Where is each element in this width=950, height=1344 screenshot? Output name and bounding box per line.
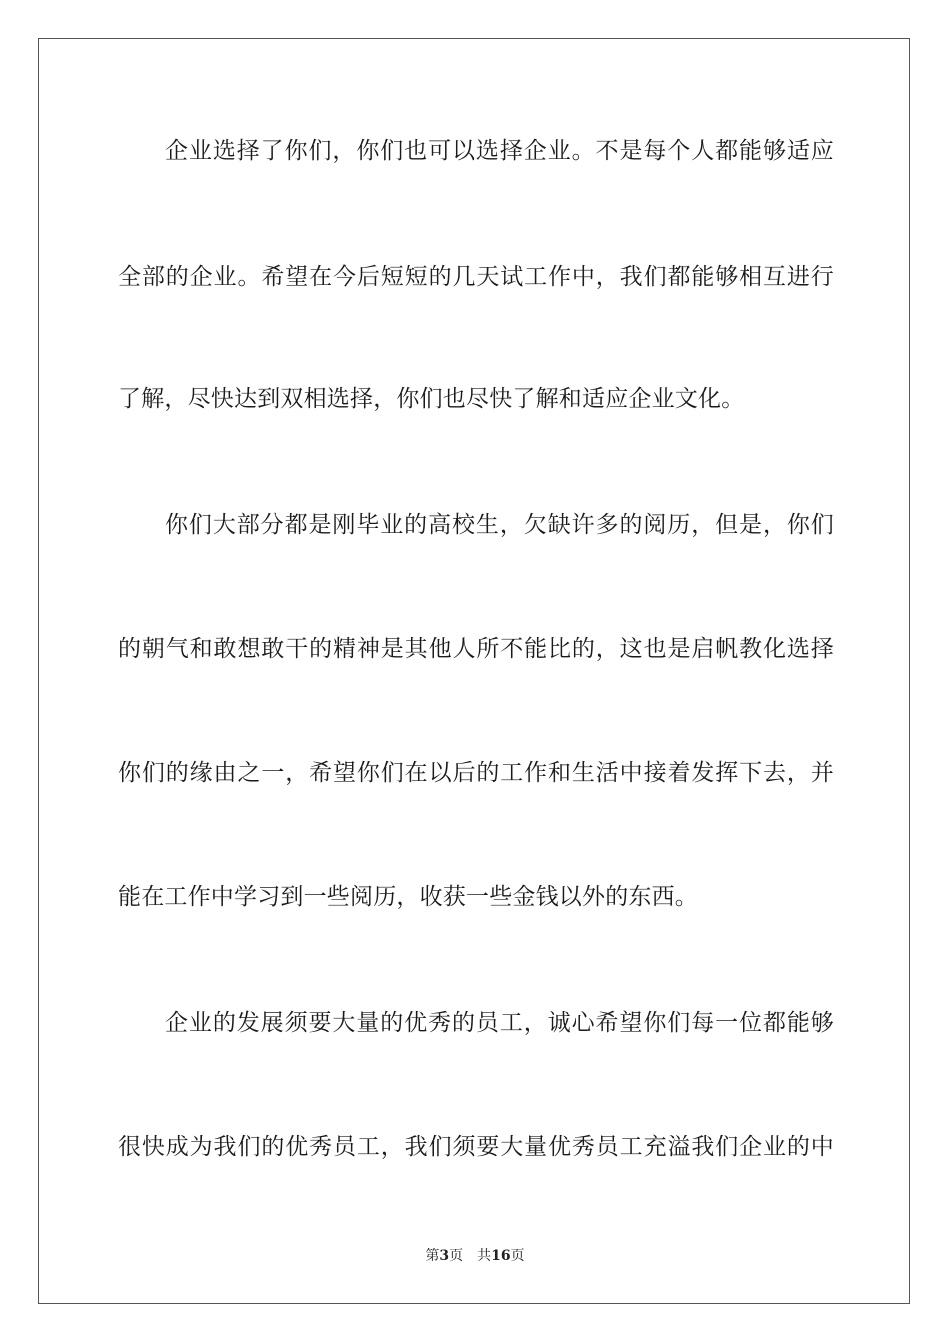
footer-total-suffix: 页 <box>510 1248 525 1264</box>
page-footer <box>0 1246 950 1266</box>
paragraph-2-line-4: 能在工作中学习到一些阅历，收获一些金钱以外的东西。 <box>118 884 698 910</box>
paragraph-1-line-2: 全部的企业。希望在今后短短的几天试工作中，我们都能够相互进行 <box>118 264 834 290</box>
paragraph-2-line-2: 的朝气和敢想敢干的精神是其他人所不能比的，这也是启帆教化选择 <box>118 636 834 662</box>
page-frame <box>38 38 910 1304</box>
paragraph-2-line-1: 你们大部分都是刚毕业的高校生，欠缺许多的阅历，但是，你们 <box>165 512 834 538</box>
footer-page-prefix: 第 <box>425 1248 440 1264</box>
paragraph-2-line-3: 你们的缘由之一，希望你们在以后的工作和生活中接着发挥下去，并 <box>118 760 834 786</box>
footer-total-prefix: 共 <box>477 1248 492 1264</box>
paragraph-3-line-1: 企业的发展须要大量的优秀的员工，诚心希望你们每一位都能够 <box>165 1010 834 1036</box>
footer-page-suffix: 页 <box>449 1248 464 1264</box>
paragraph-1-line-1: 企业选择了你们，你们也可以选择企业。不是每个人都能够适应 <box>165 138 834 164</box>
paragraph-3-line-2: 很快成为我们的优秀员工，我们须要大量优秀员工充溢我们企业的中 <box>118 1134 834 1160</box>
paragraph-1-line-3: 了解，尽快达到双相选择，你们也尽快了解和适应企业文化。 <box>118 386 745 412</box>
footer-page-number: 3 <box>439 1248 450 1264</box>
footer-total-pages: 16 <box>491 1248 511 1264</box>
